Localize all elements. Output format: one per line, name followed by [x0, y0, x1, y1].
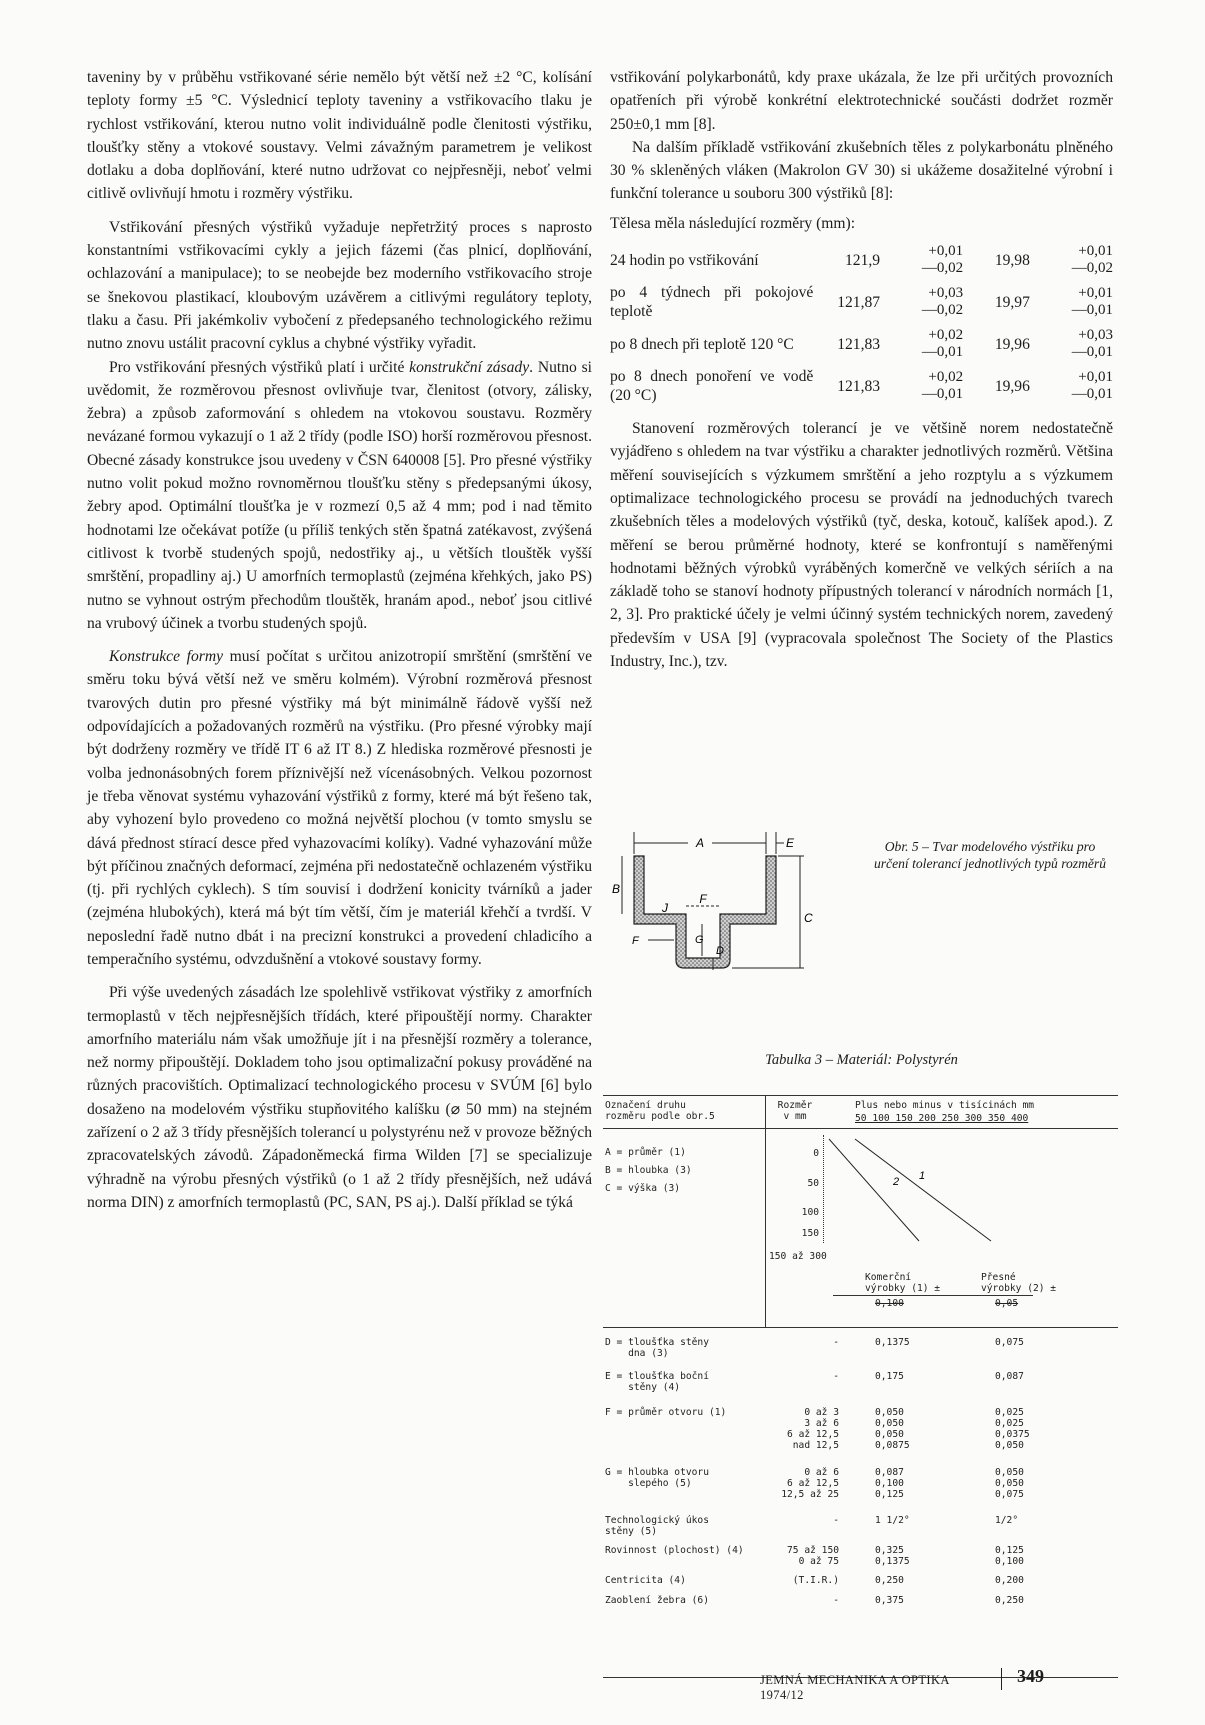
- tolerance-plus: +0,01: [1078, 369, 1113, 386]
- dims-tolerance: [886, 239, 963, 281]
- legend-b: B = hloubka (3): [605, 1165, 692, 1176]
- figure-caption: Obr. 5 – Tvar modelového výstřiku pro určení tolerancí jednotlivých typů rozměrů: [873, 839, 1107, 871]
- label-a: A: [695, 836, 705, 850]
- left-column: [87, 66, 592, 1214]
- dims-value: 19,96: [994, 335, 1030, 353]
- row-size: 0 až 6 6 až 12,5 12,5 až 25: [781, 1467, 839, 1500]
- dims-tolerance: [1036, 239, 1113, 281]
- emphasis: konstrukční zásady: [409, 358, 530, 376]
- dims-value: 121,83: [837, 377, 881, 395]
- tolerance-plus: +0,02: [928, 327, 964, 344]
- right-column: [610, 66, 1113, 673]
- rule: [833, 1295, 1033, 1296]
- dims-row: [610, 281, 1113, 323]
- tolerance-minus: —0,02: [1071, 260, 1113, 277]
- paragraph: Na dalším příkladě vstřikování zkušebních těles z polykarbonátu plněného 30 % skleněných vláken (Makrolon GV 30) si ukážeme dosažitelné výrobní i funkční tolerance u souboru 300 výstřiků [8]:: [610, 138, 1113, 203]
- row-type: G = hloubka otvoru slepého (5): [605, 1467, 709, 1489]
- paragraph: Stanovení rozměrových tolerancí je ve většině norem nedostatečně vyjádřeno s ohledem na tvar výstřiku a charakter jednotlivých rozměrů. Většina měření souvisejících s výzkumem smrštění a jeho rozptylu a s výzkumem optimalizace technologického procesu se provádí na jednoduchých tvarech zkušebních těles a modelových výstřiků (tyč, deska, kotouč, kalíšek apod.). Z měření se berou průměrné hodnoty, které se konfrontují s naměřenými hodnotami běžných výrobků vyráběných komerčně ve velkých sériích a na základě toho se stanoví hodnoty přípustných tolerancí v národních normách [1, 2, 3]. Pro praktické účely je velmi účinný systém technických norem, zavedený především v USA [9] (vypracovala společnost The Society of the Plastics Industry, Inc.), tzv.: [610, 420, 1113, 671]
- curve-1-label: 1: [919, 1170, 926, 1182]
- dims-row: [610, 239, 1113, 281]
- curve-2: [829, 1139, 919, 1241]
- journal-title: JEMNÁ MECHANIKA A OPTIKA 1974/12: [760, 1673, 950, 1702]
- page-footer: [760, 1666, 1120, 1702]
- row-size: -: [833, 1515, 839, 1526]
- y-tick: 100: [801, 1207, 819, 1218]
- paragraph: taveniny by v průběhu vstřikované série nemělo být větší než ±2 °C, kolísání teploty formy ±5 °C. Výslednicí teploty taveniny a vstřikovacího tlaku je rychlost vstřikování, kterou nutno volit individuálně podle členitosti výstřiku, tloušťky stěny a vtokové soustavy. Velmi závažným parametrem je velikost dotlaku a doba doplňování, které nutno udržovat co nejpřesněji, neboť velmi citlivě ovlivňují hmotu i rozměry výstřiku.: [87, 69, 592, 203]
- header-precise: Přesné výrobky (2) ±: [981, 1272, 1057, 1294]
- label-f2: F: [632, 935, 639, 947]
- tolerance-table: [603, 1095, 1118, 1680]
- tolerance-plus: +0,03: [1078, 327, 1113, 344]
- paragraph: Vstřikování přesných výstřiků vyžaduje nepřetržitý proces s naprosto konstantními vstřikovacími cykly a jejich fázemi (čas plnicí, doplňování, ochlazování a manipulace); to se neobejde bez moderního vstřikovacího stroje se šnekovou plastikací, kloubovým uzávěrem a citlivými regulátory teploty, tlaku a času. Při jakémkoliv vybočení z předepsaného technologického režimu nutno znovu ustálit pracovní cyklus a chybné výstřiky vyřadit.: [87, 218, 592, 353]
- row-size: 75 až 150 0 až 75: [787, 1545, 839, 1567]
- tolerance-plus: +0,01: [1078, 243, 1113, 260]
- label-b: B: [612, 882, 621, 896]
- dims-label: po 4 týdnech při pokojové teplotě: [610, 284, 814, 321]
- y-tick: 50: [807, 1178, 819, 1189]
- part-cross-section: [634, 856, 776, 968]
- legend-c: C = výška (3): [605, 1183, 681, 1194]
- row-precise: 0,125 0,100: [995, 1545, 1024, 1567]
- y-tick: 150: [801, 1228, 819, 1239]
- row-commercial: 0,050 0,050 0,050 0,0875: [875, 1407, 910, 1451]
- dims-tolerance: [886, 281, 963, 323]
- dims-value: 19,96: [994, 377, 1030, 395]
- dims-row: [610, 365, 1113, 407]
- dims-label: po 8 dnech při teplotě 120 °C: [610, 335, 794, 353]
- row-precise: 0,200: [995, 1575, 1024, 1586]
- tolerance-plus: +0,03: [928, 285, 964, 302]
- row-type: F = průměr otvoru (1): [605, 1407, 727, 1418]
- row-commercial: 0,375: [875, 1595, 904, 1606]
- tolerance-minus: —0,01: [1071, 344, 1113, 361]
- label-j: J: [662, 901, 668, 915]
- row-precise: 0,050 0,050 0,075: [995, 1467, 1024, 1500]
- row-size: -: [833, 1371, 839, 1382]
- row-precise: 1/2°: [995, 1515, 1019, 1526]
- label-g: G: [695, 934, 704, 946]
- header-type: Označení druhu rozměru podle obr.5: [605, 1100, 715, 1122]
- tolerance-plus: +0,01: [928, 243, 964, 260]
- row-type: Rovinnost (plochost) (4): [605, 1545, 744, 1556]
- row-type: E = tloušťka boční stěny (4): [605, 1371, 709, 1393]
- row-type: Technologický úkos stěny (5): [605, 1515, 709, 1537]
- tolerance-curves: [823, 1135, 1023, 1245]
- row-size: (T.I.R.): [792, 1575, 839, 1586]
- label-e: E: [785, 836, 795, 850]
- row-size: 0 až 3 3 až 6 6 až 12,5 nad 12,5: [787, 1407, 839, 1451]
- header-commercial: Komerční výrobky (1) ±: [865, 1272, 941, 1294]
- rule: [603, 1128, 1118, 1129]
- tolerance-minus: —0,01: [921, 344, 964, 361]
- tolerance-plus: +0,01: [1078, 285, 1113, 302]
- dims-label: 24 hodin po vstřikování: [610, 251, 759, 269]
- row-precise: 0,075: [995, 1337, 1024, 1348]
- rule: [765, 1095, 766, 1327]
- row-precise: 0,025 0,025 0,0375 0,050: [995, 1407, 1030, 1451]
- tolerance-minus: —0,01: [921, 386, 964, 403]
- rule: [603, 1095, 1118, 1096]
- row-type: Zaoblení žebra (6): [605, 1595, 709, 1606]
- dimensions-table: [610, 239, 1113, 407]
- tolerance-minus: —0,02: [921, 302, 964, 319]
- row-commercial: 0,175: [875, 1371, 904, 1382]
- scale-ticks: 50 100 150 200 250 300 350 400: [855, 1113, 1029, 1124]
- dims-value: 121,87: [837, 293, 881, 311]
- tolerance-plus: +0,02: [928, 369, 964, 386]
- dims-tolerance: [1036, 323, 1113, 365]
- label-d: D: [716, 945, 724, 957]
- row-commercial: 0,087 0,100 0,125: [875, 1467, 904, 1500]
- table-caption: Tabulka 3 – Materiál: Polystyrén: [765, 1052, 958, 1068]
- paragraph: Pro vstřikování přesných výstřiků platí i určité konstrukční zásady. Nutno si uvědomit, že rozměrovou přesnost ovlivňuje tvar, členitost (otvory, zálisky, žebra) a způsob zaformování s ohledem na vtokovou soustavu. Rozměry nevázané formou vykazují o 1 až 2 třídy (podle ISO) horší rozměrovou přesnost. Obecné zásady konstrukce jsou uvedeny v ČSN 640008 [5]. Pro přesné výstřiky nutno volit pokud možno rovnoměrnou tloušťku stěny s předepsanými úkosy, žebry apod. Optimální tloušťka je v rozmezí 0,5 až 4 mm; pod i nad těmito hodnotami lze očekávat potíže (u příliš tenkých stěn špatná zatékavost, zvýšená citlivost k tvorbě studených spojů, nedostřiky aj., u větších tlouštěk vyšší smrštění, propadliny aj.) U amorfních termoplastů (zejména křehkých, jako PS) nutno se vyhnout ostrým přechodům tlouštěk, hranám apod., neboť jsou citlivé na vrubový účinek a tvorbu studených spojů.: [87, 358, 592, 632]
- paragraph: vstřikování polykarbonátů, kdy praxe ukázala, že lze při určitých provozních opatřeních při výrobě konkrétní elektrotechnické součásti dodržet rozměr 250±0,1 mm [8].: [610, 69, 1113, 133]
- paragraph: Konstrukce formy musí počítat s určitou anizotropií smrštění (smrštění ve směru toku bývá větší než ve směru kolmém). Výrobní rozměrová přesnost tvarových dutin pro přesné výstřiky má být minimálně řádově vyšší než odpovídajících a požadovaných rozměrů na výstřiku. (Pro přesné výrobky mají být dodrženy rozměry ve třídě IT 6 až IT 8.) Z hlediska rozměrové přesnosti je volba jednonásobných forem příznivější než vícenásobných. Velkou pozornost je třeba věnovat systému vyhazování výstřiků z formy, které má být řešeno tak, aby vyhození bylo provedeno co možná největší plochou (v tomto smyslu se dává přednost stírací desce před vyhazovacími kolíky). Vadné vyhazování může být příčinou značných deformací, zejména při nedostatečně ochlazeném výstřiku (tj. při rychlých cyklech). S tím souvisí i dodržení konicity tvárníků a jader (zejména hlubokých), která má být tím větší, čím je materiál křehčí a tvrdší. V neposlední řadě nutno dbát i na precizní konstrukci a provedení chladicího a temperačního systému, odvzdušnění a vtokové soustavy formy.: [87, 648, 592, 968]
- dims-value: 19,97: [994, 293, 1030, 311]
- dims-tolerance: [886, 323, 963, 365]
- dims-value: 121,9: [845, 251, 881, 269]
- paragraph: Tělesa měla následující rozměry (mm):: [610, 214, 856, 232]
- header-size: Rozměr v mm: [777, 1100, 813, 1122]
- curve-1: [855, 1139, 991, 1241]
- figure-model-part: [612, 828, 863, 973]
- dims-tolerance: [1036, 365, 1113, 407]
- divider: [1001, 1668, 1002, 1690]
- curve-2-label: 2: [893, 1176, 900, 1188]
- y-tick: 0: [813, 1148, 819, 1159]
- label-c: C: [804, 911, 813, 925]
- base-precise: 0,05: [995, 1298, 1019, 1309]
- row-type: D = tloušťka stěny dna (3): [605, 1337, 709, 1359]
- dims-tolerance: [886, 365, 963, 407]
- row-size: -: [833, 1595, 839, 1606]
- tolerance-minus: —0,01: [1071, 302, 1113, 319]
- page-number: 349: [1017, 1666, 1044, 1686]
- dims-label: po 8 dnech ponoření ve vodě (20 °C): [610, 368, 814, 405]
- row-commercial: 0,250: [875, 1575, 904, 1586]
- dims-tolerance: [1036, 281, 1113, 323]
- row-commercial: 1 1/2°: [875, 1515, 910, 1526]
- base-commercial: 0,100: [875, 1298, 904, 1309]
- rule: [603, 1327, 1118, 1328]
- tolerance-minus: —0,01: [1071, 386, 1113, 403]
- header-plus-minus: Plus nebo minus v tisícinách mm: [855, 1100, 1035, 1111]
- row-size: -: [833, 1337, 839, 1348]
- row-precise: 0,250: [995, 1595, 1024, 1606]
- row-commercial: 0,1375: [875, 1337, 910, 1348]
- dims-value: 121,83: [837, 335, 881, 353]
- size-range: 150 až 300: [769, 1251, 827, 1262]
- tolerance-minus: —0,02: [921, 260, 964, 277]
- dims-row: [610, 323, 1113, 365]
- emphasis: Konstrukce formy: [109, 648, 224, 666]
- paragraph: Při výše uvedených zásadách lze spolehlivě vstřikovat výstřiky z amorfních termoplastů v těch nejpřesnějších třídách, které připouštějí normy. Charakter amorfního materiálu nám však umožňuje jít i na přesnější rozměry a tolerance, než normy připouštějí. Dokladem toho jsou optimalizační pokusy prováděné na různých pracovištích. Optimalizací technologického procesu v SVÚM [6] bylo dosaženo na modelovém výstřiku stupňovitého kalíšku (⌀ 50 mm) na stejném zařízení o 2 až 3 třídy přesnějších tolerancí u polystyrénu než v provoze běžných zpracovatelských závodů. Západoněmecká firma Wilden [7] se specializuje výhradně na výrobu přesných výstřiků (o 1 až 2 třídy přesnějších, než udává norma DIN) z amorfních termoplastů (PC, SAN, PS aj.). Další příklad se týká: [87, 984, 592, 1211]
- row-commercial: 0,325 0,1375: [875, 1545, 910, 1567]
- label-f: F: [699, 892, 707, 906]
- row-precise: 0,087: [995, 1371, 1024, 1382]
- legend-a: A = průměr (1): [605, 1147, 686, 1158]
- dims-value: 19,98: [994, 251, 1030, 269]
- row-type: Centricita (4): [605, 1575, 686, 1586]
